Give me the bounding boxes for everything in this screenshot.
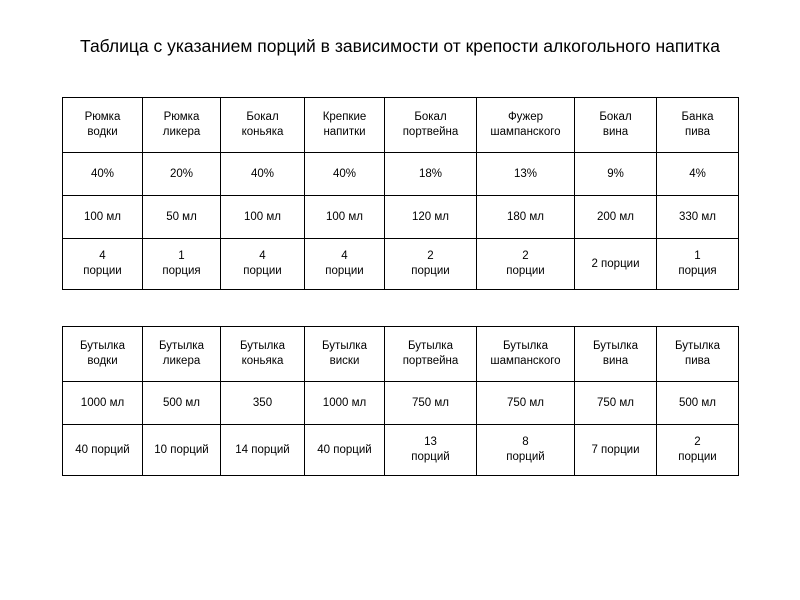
table-servings-bottles (62, 326, 739, 476)
table-cell: 2 порции (657, 425, 739, 476)
table-header-row (63, 98, 739, 153)
table-cell: 750 мл (575, 382, 657, 425)
table-cell: 100 мл (305, 196, 385, 239)
table-cell: 350 (221, 382, 305, 425)
table-cell: 750 мл (477, 382, 575, 425)
table-cell: Бутылка коньяка (221, 327, 305, 382)
table-gap (62, 290, 738, 326)
table-cell: 4 порции (221, 239, 305, 290)
table-cell: 120 мл (385, 196, 477, 239)
table-cell: 9% (575, 153, 657, 196)
table-cell: 330 мл (657, 196, 739, 239)
table-row (63, 239, 739, 290)
table-row (63, 382, 739, 425)
tables-area (0, 97, 800, 476)
table-cell: 750 мл (385, 382, 477, 425)
table-servings-glasses (62, 97, 739, 290)
table-cell: 13 порций (385, 425, 477, 476)
table-body (63, 327, 739, 476)
table-cell: 50 мл (143, 196, 221, 239)
table-cell: Бутылка водки (63, 327, 143, 382)
table-cell: 180 мл (477, 196, 575, 239)
page-title: Таблица с указанием порций в зависимости от крепости алкогольного напитка (80, 36, 720, 56)
table-cell: Фужер шампанского (477, 98, 575, 153)
table-cell: Бутылка шампанского (477, 327, 575, 382)
table-row (63, 196, 739, 239)
table-cell: Бутылка пива (657, 327, 739, 382)
table-body (63, 98, 739, 290)
table-cell: Бутылка портвейна (385, 327, 477, 382)
table-cell: Бутылка ликера (143, 327, 221, 382)
table-cell: 18% (385, 153, 477, 196)
table-cell: 2 порции (477, 239, 575, 290)
table-cell: Бутылка виски (305, 327, 385, 382)
table-cell: 1000 мл (63, 382, 143, 425)
table-cell: 7 порции (575, 425, 657, 476)
table-cell: 200 мл (575, 196, 657, 239)
table-row (63, 153, 739, 196)
table-cell: 40% (63, 153, 143, 196)
table-cell: Бокал коньяка (221, 98, 305, 153)
table-cell: 4 порции (63, 239, 143, 290)
table-cell: 40% (305, 153, 385, 196)
table-row (63, 425, 739, 476)
table-header-row (63, 327, 739, 382)
table-cell: Банка пива (657, 98, 739, 153)
table-cell: 8 порций (477, 425, 575, 476)
table-cell: 40 порций (63, 425, 143, 476)
table-cell: 100 мл (63, 196, 143, 239)
table-cell: 2 порции (575, 239, 657, 290)
table-cell: 10 порций (143, 425, 221, 476)
table-cell: 13% (477, 153, 575, 196)
table-cell: 4 порции (305, 239, 385, 290)
table-cell: Крепкие напитки (305, 98, 385, 153)
table-cell: 4% (657, 153, 739, 196)
table-cell: 500 мл (657, 382, 739, 425)
table-cell: Рюмка водки (63, 98, 143, 153)
table-cell: Бокал вина (575, 98, 657, 153)
table-cell: 2 порции (385, 239, 477, 290)
table-cell: 1000 мл (305, 382, 385, 425)
table-cell: 20% (143, 153, 221, 196)
table-cell: 40 порций (305, 425, 385, 476)
table-cell: Рюмка ликера (143, 98, 221, 153)
table-cell: 1 порция (143, 239, 221, 290)
table-cell: 40% (221, 153, 305, 196)
table-cell: 500 мл (143, 382, 221, 425)
table-cell: Бутылка вина (575, 327, 657, 382)
table-cell: 1 порция (657, 239, 739, 290)
table-cell: 14 порций (221, 425, 305, 476)
table-cell: 100 мл (221, 196, 305, 239)
table-cell: Бокал портвейна (385, 98, 477, 153)
